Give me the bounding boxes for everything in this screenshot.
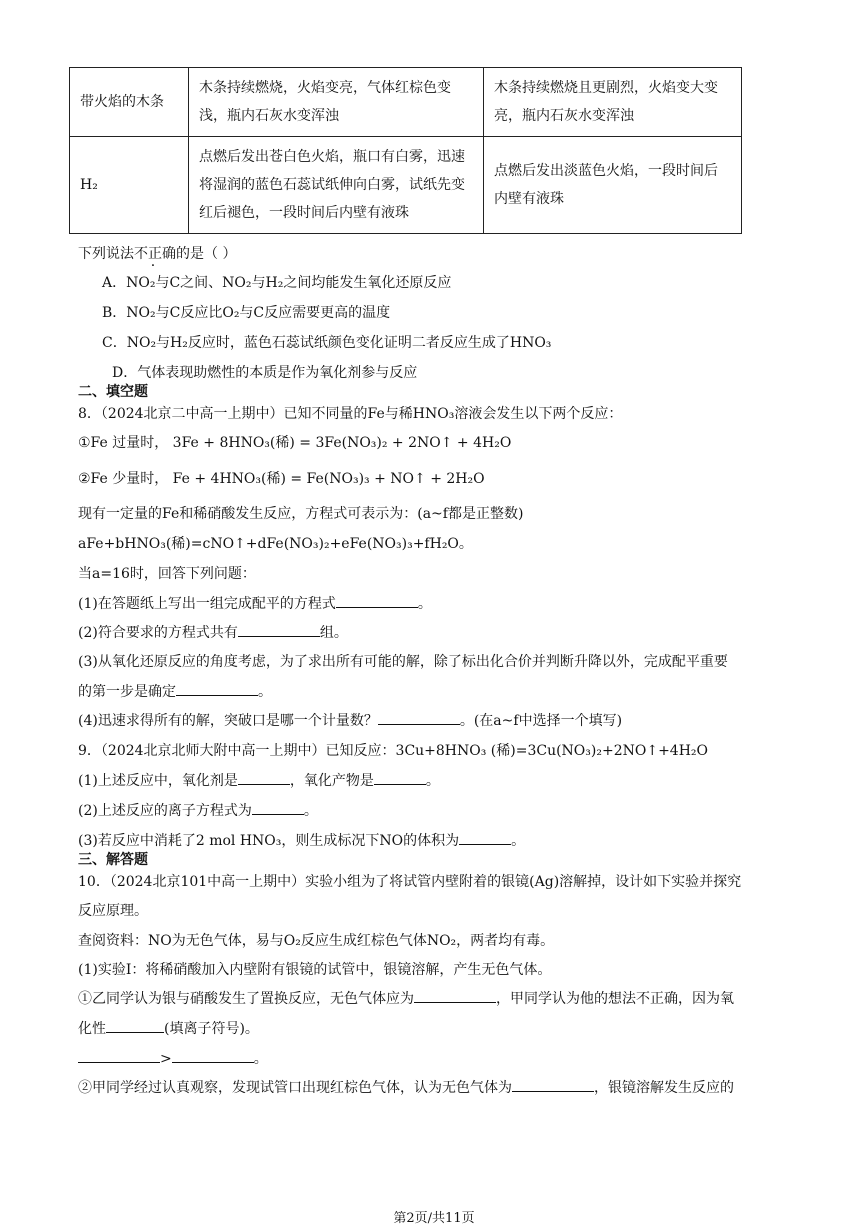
part-text: (4)迅速求得所有的解，突破口是哪一个计量数？	[78, 713, 378, 729]
answer-blank[interactable]	[336, 593, 418, 608]
q8-line: 当a=16时，回答下列问题：	[78, 566, 256, 582]
answer-blank[interactable]	[238, 770, 290, 785]
q8-part-1: (1)在答题纸上写出一组完成配平的方程式 。	[78, 593, 432, 613]
answer-blank[interactable]	[459, 830, 511, 845]
answer-blank[interactable]	[512, 1077, 594, 1092]
part-text: 的第一步是确定	[78, 684, 176, 700]
part-text: ，银镜溶解发生反应的	[594, 1080, 734, 1096]
q10-part-b	[78, 1077, 734, 1097]
question-9-stem: 9．（2024北京北师大附中高一上期中）已知反应：3Cu+8HNO₃ (稀)=3Cu(NO₃)₂+2NO↑+4H₂O	[78, 743, 709, 759]
q10-comparison: > 。	[78, 1048, 268, 1068]
q8-line: 现有一定量的Fe和稀硝酸发生反应，方程式可表示为：(a~f都是正整数)	[78, 506, 524, 522]
table-cell: 带火焰的木条	[70, 68, 189, 137]
table-cell: 木条持续燃烧，火焰变亮，气体红棕色变浅，瓶内石灰水变浑浊	[189, 68, 484, 137]
part-text: (填离子符号)。	[164, 1021, 259, 1037]
q8-part-2	[78, 622, 348, 642]
answer-blank[interactable]	[172, 1048, 254, 1063]
part-text: (3)若反应中消耗了2 mol HNO₃，则生成标况下NO的体积为	[78, 833, 460, 849]
part-text: ，甲同学认为他的想法不正确，因为氧	[496, 991, 734, 1007]
question-7-stem	[78, 243, 236, 263]
table-cell: H₂	[70, 137, 189, 234]
answer-blank[interactable]	[176, 681, 258, 696]
q10-part-a	[78, 988, 734, 1008]
answer-blank[interactable]	[414, 988, 496, 1003]
option-a: A．NO₂与C之间、NO₂与H₂之间均能发生氧化还原反应	[102, 275, 452, 291]
stem-text: 下列说法	[78, 246, 134, 262]
section-heading-answer: 三、解答题	[78, 852, 148, 868]
q8-part-3-cont: 的第一步是确定 。	[78, 681, 272, 701]
part-text: (2)上述反应的离子方程式为	[78, 803, 252, 819]
q10-part-a-cont	[78, 1018, 259, 1038]
part-text: ，氧化产物是	[289, 773, 374, 789]
part-text: 。(在a~f中选择一个填写)	[459, 713, 623, 729]
q9-part-1: (1)上述反应中，氧化剂是 ，氧化产物是 。	[78, 770, 440, 790]
q10-info: 查阅资料：NO为无色气体，易与O₂反应生成红棕色气体NO₂，两者均有毒。	[78, 933, 555, 949]
q10-exp-1: (1)实验Ⅰ：将稀硝酸加入内壁附有银镜的试管中，银镜溶解，产生无色气体。	[78, 962, 552, 978]
page-footer: 第2页/共11页	[393, 1211, 475, 1226]
table-row	[70, 137, 742, 234]
answer-blank[interactable]	[374, 770, 426, 785]
table-cell: 木条持续燃烧且更剧烈，火焰变大变亮，瓶内石灰水变浑浊	[484, 68, 742, 137]
question-10-stem-cont: 反应原理。	[78, 903, 148, 919]
answer-blank[interactable]	[378, 710, 460, 725]
part-text: 组。	[319, 625, 348, 641]
q8-part-3: (3)从氧化还原反应的角度考虑，为了求出所有可能的解，除了标出化合价并判断升降以外，完成配平重要	[78, 654, 728, 670]
q9-part-2: (2)上述反应的离子方程式为 。	[78, 800, 318, 820]
q9-part-3: (3)若反应中消耗了2 mol HNO₃，则生成标况下NO的体积为 。	[78, 830, 525, 850]
emphasis-text: 不正确	[134, 246, 176, 262]
answer-blank[interactable]	[252, 800, 304, 815]
table-cell: 点燃后发出苍白色火焰，瓶口有白雾，迅速将湿润的蓝色石蕊试纸伸向白雾，试纸先变红后褪色，一段时间后内壁有液珠	[189, 137, 484, 234]
stem-text: 的是（ ）	[176, 246, 237, 262]
q8-general-equation: aFe+bHNO₃(稀)=cNO↑+dFe(NO₃)₂+eFe(NO₃)₃+fH₂O。	[78, 536, 473, 552]
answer-blank[interactable]	[106, 1018, 164, 1033]
section-heading-fill: 二、填空题	[78, 384, 148, 400]
answer-blank[interactable]	[78, 1048, 160, 1063]
question-8-stem: 8．（2024北京二中高一上期中）已知不同量的Fe与稀HNO₃溶液会发生以下两个反应：	[78, 406, 623, 422]
answer-blank[interactable]	[238, 622, 320, 637]
equation-2: ②Fe 少量时， Fe + 4HNO₃(稀) = Fe(NO₃)₃ + NO↑ + 2H₂O	[78, 471, 485, 487]
option-c: C．NO₂与H₂反应时，蓝色石蕊试纸颜色变化证明二者反应生成了HNO₃	[102, 335, 552, 351]
part-text: (1)上述反应中，氧化剂是	[78, 773, 238, 789]
part-text: (1)在答题纸上写出一组完成配平的方程式	[78, 596, 336, 612]
part-text: ②甲同学经过认真观察，发现试管口出现红棕色气体，认为无色气体为	[78, 1080, 512, 1096]
table-row	[70, 68, 742, 137]
question-10-stem: 10．（2024北京101中高一上期中）实验小组为了将试管内壁附着的银镜(Ag)溶解掉，设计如下实验并探究	[78, 874, 742, 890]
experiment-table	[69, 67, 742, 234]
part-text: 化性	[78, 1021, 106, 1037]
part-text: ①乙同学认为银与硝酸发生了置换反应，无色气体应为	[78, 991, 414, 1007]
part-text: (2)符合要求的方程式共有	[78, 625, 238, 641]
q8-part-4	[78, 710, 622, 730]
option-b: B．NO₂与C反应比O₂与C反应需要更高的温度	[102, 305, 391, 321]
option-d: D．气体表现助燃性的本质是作为氧化剂参与反应	[112, 365, 418, 381]
equation-1: ①Fe 过量时， 3Fe + 8HNO₃(稀) = 3Fe(NO₃)₂ + 2NO↑ + 4H₂O	[78, 435, 512, 451]
table-cell: 点燃后发出淡蓝色火焰，一段时间后内壁有液珠	[484, 137, 742, 234]
